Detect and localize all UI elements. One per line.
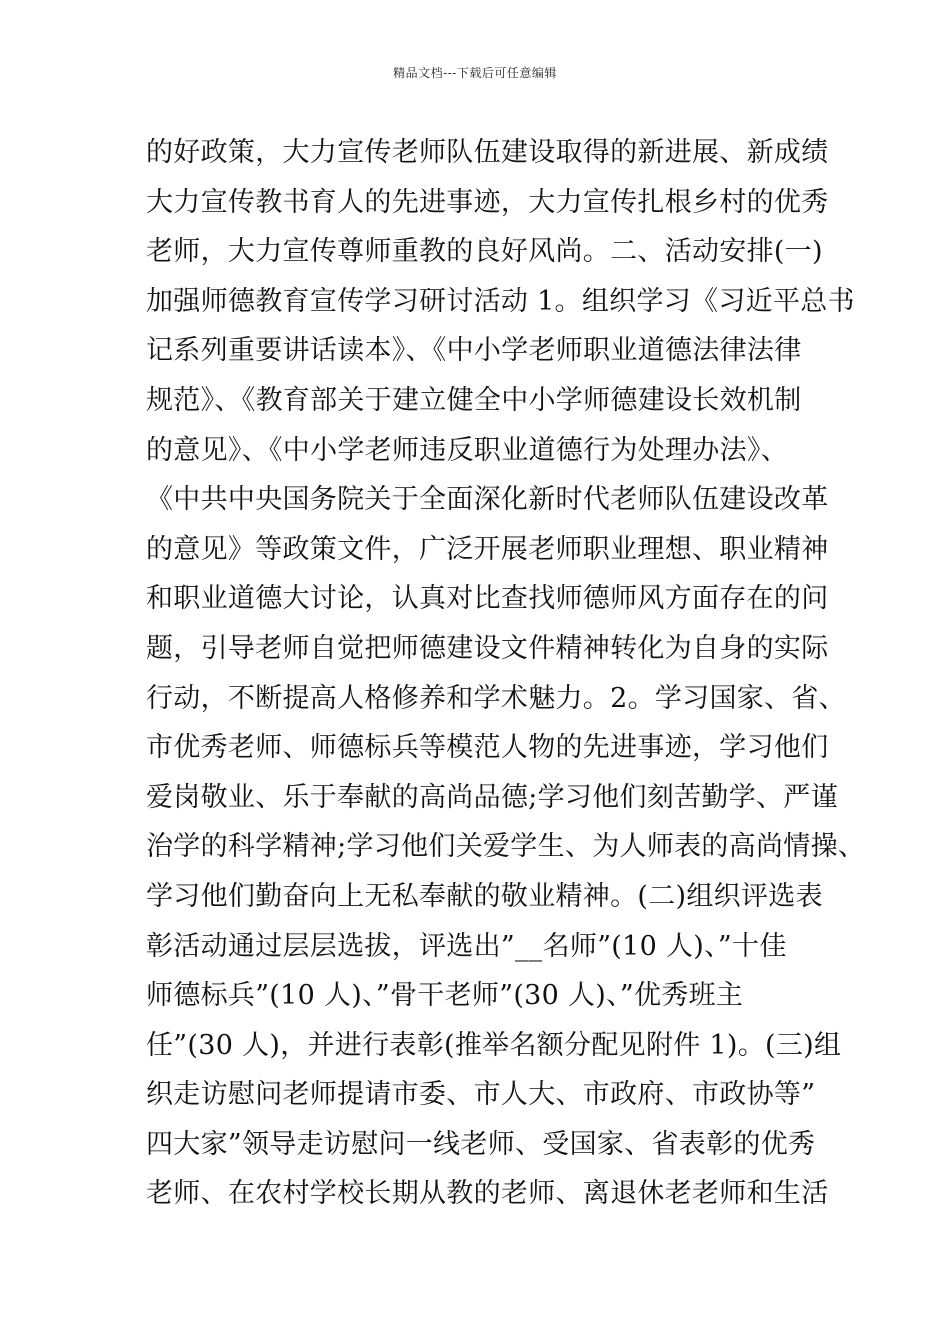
text-line: 记系列重要讲话读本》、《中小学老师职业道德法律法律 bbox=[146, 335, 802, 367]
text-line: 老师、在农村学校长期从教的老师、离退休老老师和生活 bbox=[146, 1178, 829, 1210]
text-line: 《中共中央国务院关于全面深化新时代老师队伍建设改革 bbox=[146, 484, 829, 516]
text-line: 爱岗敬业、乐于奉献的高尚品德;学习他们刻苦勤学、严谨 bbox=[146, 781, 838, 813]
text-line: 老师，大力宣传尊师重教的良好风尚。二、活动安排(一) bbox=[146, 236, 823, 268]
text-line: 的意见》等政策文件，广泛开展老师职业理想、职业精神 bbox=[146, 533, 829, 565]
text-line: 治学的科学精神;学习他们关爱学生、为人师表的高尚情操、 bbox=[146, 831, 866, 863]
text-line: 行动，不断提高人格修养和学术魅力。2。学习国家、省、 bbox=[146, 682, 846, 714]
text-line: 学习他们勤奋向上无私奉献的敬业精神。(二)组织评选表 bbox=[146, 880, 823, 912]
text-line: 市优秀老师、师德标兵等模范人物的先进事迹，学习他们 bbox=[146, 732, 829, 764]
text-line: 彰活动通过层层选拔，评选出”__名师”(10 人)、”十佳 bbox=[146, 930, 787, 962]
text-line: 四大家”领导走访慰问一线老师、受国家、省表彰的优秀 bbox=[146, 1128, 816, 1160]
text-line: 加强师德教育宣传学习研讨活动 1。组织学习《习近平总书 bbox=[146, 285, 855, 317]
text-line: 和职业道德大讨论，认真对比查找师德师风方面存在的问 bbox=[146, 583, 829, 615]
text-line: 的意见》、《中小学老师违反职业道德行为处理办法》、 bbox=[146, 434, 788, 466]
text-line: 大力宣传教书育人的先进事迹，大力宣传扎根乡村的优秀 bbox=[146, 186, 829, 218]
text-line: 师德标兵”(10 人)、”骨干老师”(30 人)、”优秀班主 bbox=[146, 980, 744, 1012]
text-line: 织走访慰问老师提请市委、市人大、市政府、市政协等” bbox=[146, 1079, 816, 1111]
text-line: 规范》、《教育部关于建立健全中小学师德建设长效机制 bbox=[146, 384, 802, 416]
text-line: 任”(30 人)，并进行表彰(推举名额分配见附件 1)。(三)组 bbox=[146, 1029, 842, 1061]
document-body bbox=[146, 128, 866, 1219]
text-line: 题，引导老师自觉把师德建设文件精神转化为自身的实际 bbox=[146, 632, 829, 664]
text-line: 的好政策，大力宣传老师队伍建设取得的新进展、新成绩 bbox=[146, 137, 829, 168]
page-header: 精品文档---下载后可任意编辑 bbox=[393, 66, 557, 80]
